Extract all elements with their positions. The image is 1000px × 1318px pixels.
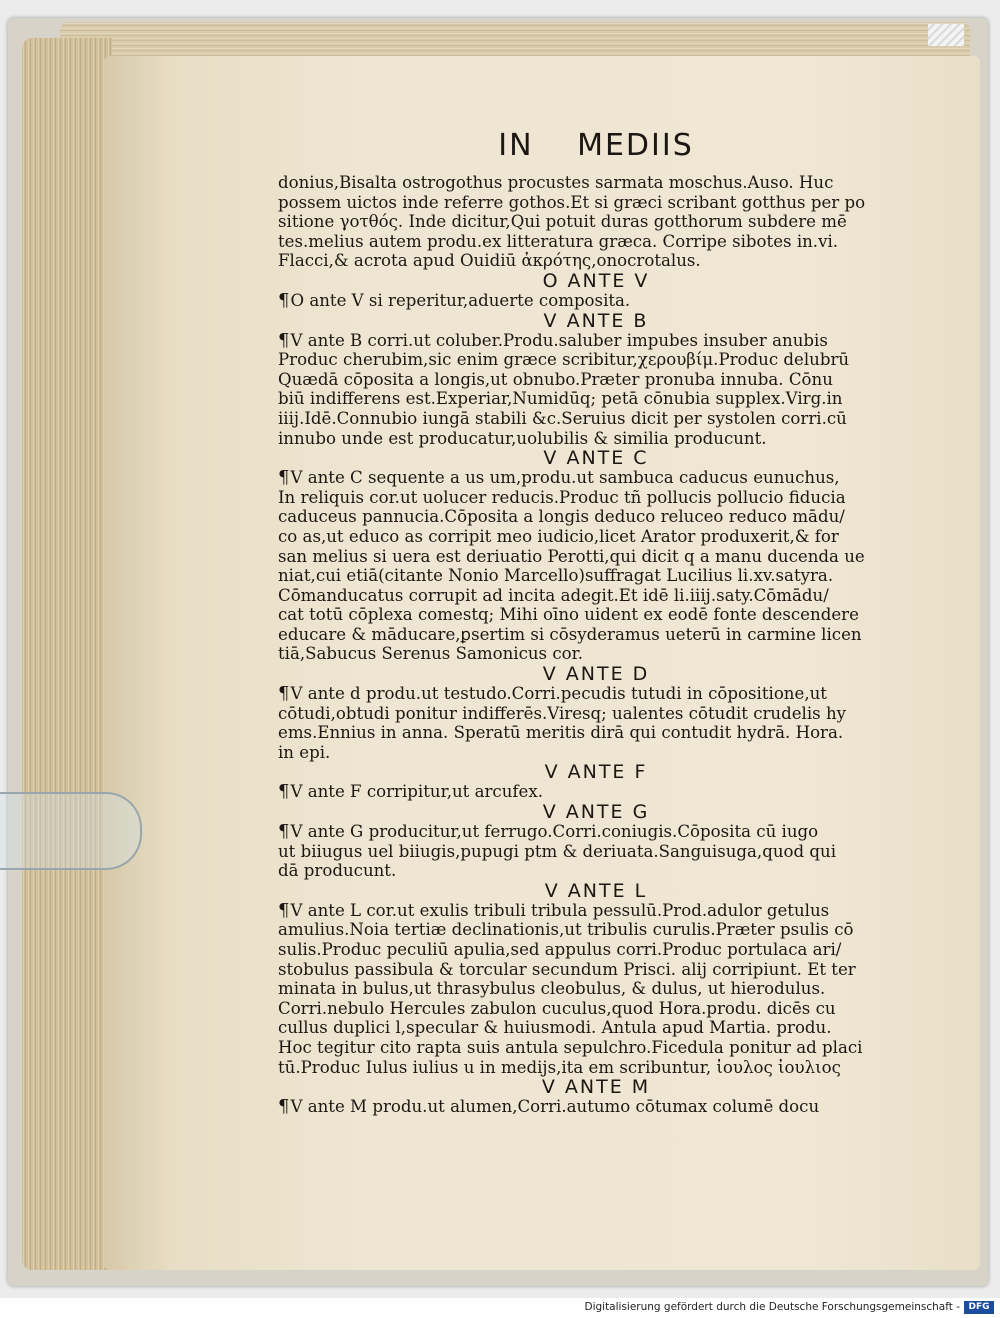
text-line (278, 999, 914, 1019)
line-text: stobulus passibula & torcular secundum Prisci. alij corripiunt. Et ter (278, 959, 856, 979)
pilcrow-marker: ¶ (278, 899, 290, 921)
footer-credit-text: Digitalisierung gefördert durch die Deutsche Forschungsgemeinschaft - (584, 1301, 960, 1313)
line-text: cat totū cōplexa comestq; Mihi oīno uident ex eodē fonte descendere (278, 605, 859, 625)
text-line (278, 842, 914, 862)
line-text: innubo unde est producatur,uolubilis & similia producunt. (278, 428, 767, 448)
text-line (278, 605, 914, 625)
page-text (278, 120, 914, 1117)
text-line (278, 920, 914, 940)
line-text: donius,Bisalta ostrogothus procustes sarmata moschus.Auso. Huc (278, 173, 834, 192)
section-heading: V ANTE M (541, 1076, 651, 1099)
running-header-right: MEDIIS (577, 128, 694, 163)
text-line (278, 1018, 914, 1038)
text-line (278, 389, 914, 409)
pilcrow-marker: ¶ (278, 329, 290, 351)
line-text: minata in bulus,ut thrasybulus cleobulus, & dulus, ut hierodulus. (278, 979, 826, 999)
text-line (278, 704, 914, 724)
text-line (278, 901, 914, 921)
line-text: sulis.Produc peculiū apulia,sed appulus corri.Produc portulaca ari/ (278, 940, 842, 959)
line-text: V ante G producitur,ut ferrugo.Corri.coniugis.Cōposita cū iugo (290, 822, 819, 842)
text-line (278, 291, 914, 311)
text-line (278, 251, 914, 271)
text-line (278, 429, 914, 449)
pilcrow-marker: ¶ (278, 289, 290, 311)
text-line (278, 586, 914, 606)
text-line (278, 331, 914, 351)
text-line (278, 723, 914, 743)
section-heading: V ANTE F (544, 761, 648, 784)
running-header-left: IN (498, 128, 534, 163)
line-text: Produc cherubim,sic enim græce scribitur,χερουβίμ.Produc delubrū (278, 350, 850, 370)
text-line (278, 193, 914, 213)
text-line (278, 940, 914, 960)
text-line (278, 684, 914, 704)
line-text: caduceus pannucia.Cōposita a longis deduco reluceo reduco mādu/ (278, 507, 845, 527)
line-text: cōtudi,obtudi ponitur indifferēs.Viresq; ualentes cōtudit crudelis hy (278, 703, 847, 723)
line-text: Corri.nebulo Hercules zabulon cuculus,quod Hora.produ. dicēs cu (278, 998, 836, 1018)
line-text: tiā,Sabucus Serenus Samonicus cor. (278, 644, 584, 664)
section-heading: V ANTE C (543, 447, 649, 470)
line-text: niat,cui etiā(citante Nonio Marcello)suffragat Lucilius li.xv.satyra. (278, 566, 834, 586)
line-text: co as,ut educo as corripit meo iudicio,licet Arator produxerit,& for (278, 526, 839, 546)
text-line (278, 1058, 914, 1078)
line-text: cullus duplici l,specular & huiusmodi. Antula apud Martia. produ. (278, 1018, 832, 1038)
section-heading: O ANTE V (542, 269, 650, 292)
pilcrow-marker: ¶ (278, 1096, 290, 1118)
text-line (278, 743, 914, 763)
body-text (278, 173, 914, 1117)
text-line (278, 468, 914, 488)
text-line (278, 979, 914, 999)
pilcrow-marker: ¶ (278, 781, 290, 803)
text-line (278, 507, 914, 527)
line-text: possem uictos inde referre gothos.Et si græci scribant gotthus per po (278, 192, 866, 212)
text-line (278, 566, 914, 586)
bookmark-ribbon (928, 24, 964, 46)
line-text: Quædā cōposita a longis,ut obnubo.Præter pronuba innuba. Cōnu (278, 369, 833, 389)
text-line (278, 782, 914, 802)
line-text: V ante d produ.ut testudo.Corri.pecudis tutudi in cōpositione,ut (290, 684, 827, 704)
line-text: ut biiugus uel biiugis,pupugi ptm & deriuata.Sanguisuga,quod qui (278, 841, 837, 861)
text-line (278, 547, 914, 567)
line-text: ems.Ennius in anna. Speratū meritis dirā qui contudit hydrā. Hora. (278, 723, 844, 743)
digitization-footer (0, 1298, 1000, 1318)
text-line (278, 409, 914, 429)
line-text: iiij.Idē.Connubio iungā stabili &c.Seruius dicit per systolen corri.cū (278, 408, 847, 428)
line-text: Hoc tegitur cito rapta suis antula sepulchro.Ficedula ponitur ad placi (278, 1037, 863, 1057)
line-text: dā producunt. (278, 861, 397, 881)
line-text: educare & māducare,ꝑsertim si cōsyderamus ueterū in carmine licen (278, 624, 862, 644)
line-text: tū.Produc Iulus iulius u in medijs,ita em scribuntur, ἰουλος ἰουλιος (278, 1057, 841, 1077)
pilcrow-marker: ¶ (278, 683, 290, 705)
line-text: V ante F corripitur,ut arcufex. (290, 782, 543, 802)
text-line (278, 232, 914, 252)
page-holder-clamp (0, 792, 142, 870)
text-line (278, 212, 914, 232)
text-line (278, 370, 914, 390)
line-text: V ante C sequente a us um,produ.ut sambuca caducus eunuchus, (290, 468, 840, 488)
line-text: O ante V si reperitur,aduerte composita. (290, 290, 631, 310)
running-header (278, 128, 914, 163)
text-line (278, 173, 914, 193)
line-text: Flacci,& acrota apud Ouidiū ἀκρότης,onocrotalus. (278, 251, 701, 271)
text-line (278, 1097, 914, 1117)
section-heading: V ANTE G (542, 801, 650, 824)
line-text: biū indifferens est.Experiar,Numidūq; petā cōnubia supplex.Virg.in (278, 389, 843, 409)
line-text: amulius.Noia tertiæ declinationis,ut tribulis curulis.Præter psulis cō (278, 920, 854, 940)
text-line (278, 625, 914, 645)
line-text: V ante M produ.ut alumen,Corri.autumo cōtumax columē docu (290, 1097, 820, 1117)
text-line (278, 1038, 914, 1058)
line-text: san melius si uera est deriuatio Perotti,qui dicit q a manu ducenda ue (278, 546, 865, 566)
pilcrow-marker: ¶ (278, 821, 290, 843)
text-line (278, 527, 914, 547)
line-text: In reliquis cor.ut uolucer reducis.Produc tñ pollucis pollucio fiducia (278, 487, 846, 507)
line-text: sitione γοτθός. Inde dicitur,Qui potuit duras gotthorum subdere mē (278, 212, 847, 232)
line-text: V ante L cor.ut exulis tribuli tribula pessulū.Prod.adulor getulus (290, 900, 830, 920)
text-line (278, 644, 914, 664)
line-text: Cōmanducatus corrupit ad incita adegit.Et idē li.iiij.saty.Cōmādu/ (278, 585, 829, 605)
text-line (278, 488, 914, 508)
text-line (278, 861, 914, 881)
page-fore-edges (22, 38, 112, 1270)
text-line (278, 822, 914, 842)
line-text: tes.melius autem produ.ex litteratura græca. Corripe sibotes in.vi. (278, 231, 839, 251)
section-heading: V ANTE D (542, 663, 650, 686)
pilcrow-marker: ¶ (278, 467, 290, 489)
section-heading: V ANTE L (544, 879, 648, 902)
text-line (278, 960, 914, 980)
text-line (278, 350, 914, 370)
section-heading: V ANTE B (543, 309, 649, 332)
line-text: V ante B corri.ut coluber.Produ.saluber impubes insuber anubis (290, 330, 828, 350)
dfg-logo: DFG (964, 1301, 994, 1314)
line-text: in epi. (278, 742, 331, 762)
